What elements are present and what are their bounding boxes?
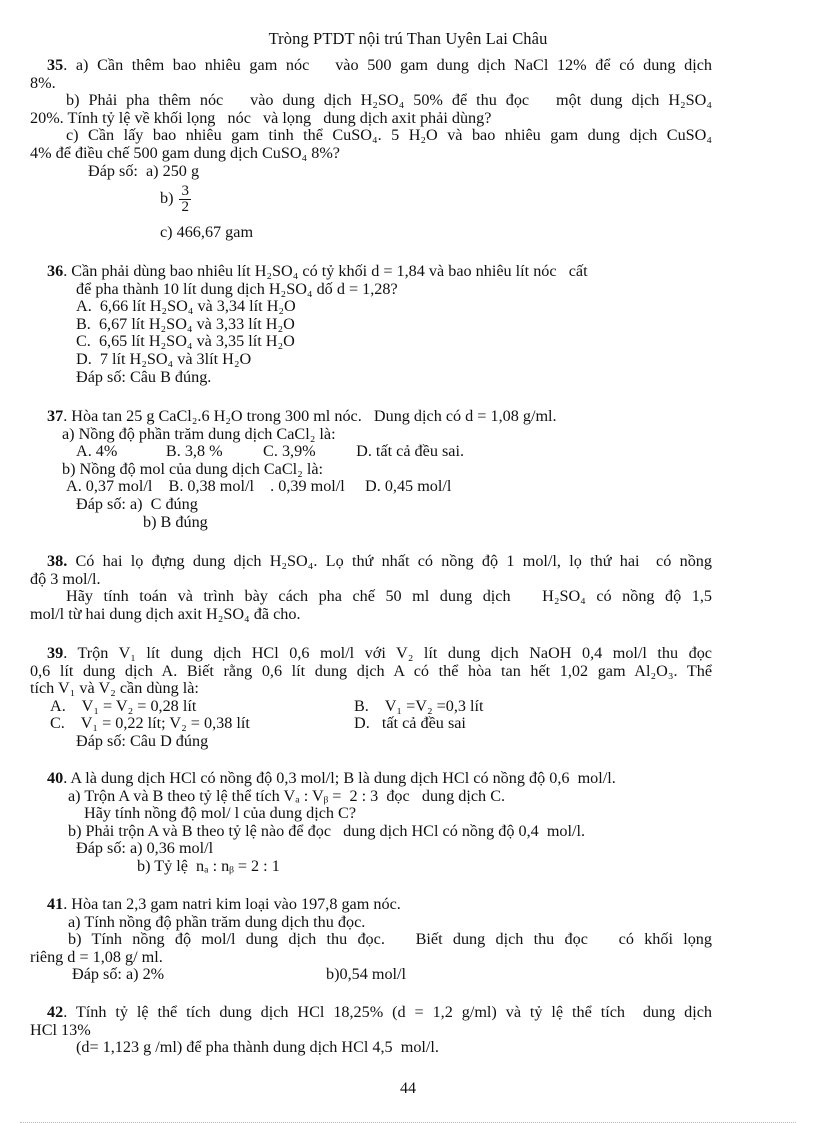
q42-line-2: HCl 13%	[30, 1020, 91, 1039]
q38-line-1: 38. Có hai lọ đựng dung dịch H₂SO₄. Lọ thứ nhất có nồng độ 1 mol/l, lọ thứ hai có nồng	[47, 552, 712, 570]
q40-part-b: b) Phải trộn A và B theo tỷ lệ nào để đọc dung dịch HCl có nồng độ 0,4 mol/l.	[68, 821, 586, 840]
q37-answer-b: b) B đúng	[143, 512, 208, 531]
q41-line-1: 41. Hòa tan 2,3 gam natri kim loại vào 197,8 gam nóc.	[47, 895, 401, 913]
q37-line-1: 37. Hòa tan 25 g CaCl₂.6 H₂O trong 300 ml nóc. Dung dịch có d = 1,08 g/ml.	[47, 407, 557, 425]
question-42	[30, 1004, 712, 1057]
q36-option-b: B. 6,67 lít H₂SO₄ và 3,33 lít H₂O	[76, 314, 295, 333]
q37-part-a: a) Nồng độ phần trăm dung dịch CaCl₂ là:	[62, 424, 336, 443]
q41-part-b-2: riêng d = 1,08 g/ ml.	[30, 947, 163, 966]
q39-options-cd: C. V₁ = 0,22 lít; V₂ = 0,38 lít D. tất cả đều sai	[50, 714, 466, 733]
page-header: Tròng PTDT nội trú Than Uyên Lai Châu	[268, 29, 548, 48]
q38-line-2: độ 3 mol/l.	[30, 569, 101, 588]
q39-line-1: 39. Trộn V₁ lít dung dịch HCl 0,6 mol/l với V₂ lít dung dịch NaOH 0,4 mol/l thu đọc	[47, 644, 712, 662]
q35-answer-a: Đáp số: a) 250 g	[88, 161, 200, 180]
q40-answer-b: b) Tỷ lệ nₐ : nᵦ = 2 : 1	[137, 856, 280, 875]
q35-line-b: b) Phải pha thêm nóc vào dung dịch H₂SO₄ 50% để thu đọc một dung dịch H₂SO₄	[66, 91, 712, 110]
question-41	[30, 896, 712, 984]
q36-option-d: D. 7 lít H₂SO₄ và 3lít H₂O	[76, 349, 252, 368]
page-number: 44	[400, 1080, 416, 1097]
q35-line-a: 35. a) Cần thêm bao nhiêu gam nóc vào 500 gam dung dịch NaCl 12% để có dung dịch	[47, 56, 712, 74]
question-38	[30, 553, 712, 623]
q40-line-1: 40. A là dung dịch HCl có nồng độ 0,3 mol/l; B là dung dịch HCl có nồng độ 0,6 mol/l.	[47, 769, 616, 787]
q41-answers: Đáp số: a) 2% b)0,54 mol/l	[72, 965, 407, 984]
q39-answer: Đáp số: Câu D đúng	[76, 731, 209, 750]
fraction: $\frac{3}{2}$	[181, 182, 189, 215]
q35-line-a2: 8%.	[30, 73, 56, 92]
question-40	[30, 770, 712, 876]
q35-answer-b: b) $\frac{3}{2}$	[160, 182, 189, 215]
q37-answer-a: Đáp số: a) C đúng	[76, 494, 198, 513]
question-36	[30, 263, 712, 386]
q39-line-2: 0,6 lít dung dịch A. Biết rằng 0,6 lít dung dịch A có thể hòa tan hết 1,02 gam Al₂O₃. Thể	[30, 661, 712, 680]
q36-option-a: A. 6,66 lít H₂SO₄ và 3,34 lít H₂O	[76, 297, 296, 316]
q37-part-b: b) Nồng độ mol của dung dịch CaCl₂ là:	[62, 459, 324, 478]
q35-answer-c: c) 466,67 gam	[160, 223, 254, 242]
q41-part-a: a) Tính nồng độ phần trăm dung dịch thu đọc.	[68, 912, 366, 931]
q38-line-3: Hãy tính toán và trình bày cách pha chế 50 ml dung dịch H₂SO₄ có nồng độ 1,5	[66, 587, 712, 606]
q36-answer: Đáp số: Câu B đúng.	[76, 367, 212, 386]
q35-line-b2: 20%. Tính tỷ lệ về khối lọng nóc và lọng dung dịch axit phải dùng?	[30, 108, 492, 127]
q39-line-3: tích V₁ và V₂ cần dùng là:	[30, 679, 199, 698]
q39-options-ab: A. V₁ = V₂ = 0,28 lít B. V₁ =V₂ =0,3 lít	[50, 696, 484, 715]
q40-part-a-2: Hãy tính nồng độ mol/ l của dung dịch C?	[84, 804, 357, 823]
q41-part-b: b) Tính nồng độ mol/l dung dịch thu đọc. Biết dung dịch thu đọc có khối lọng	[68, 930, 712, 949]
q36-line-2: để pha thành 10 lít dung dịch H₂SO₄ dố d = 1,28?	[76, 279, 398, 298]
q36-option-c: C. 6,65 lít H₂SO₄ và 3,35 lít H₂O	[76, 332, 295, 351]
q37-part-a-options: A. 4% B. 3,8 % C. 3,9% D. tất cả đều sai.	[76, 442, 465, 461]
q35-line-c2: 4% để điều chế 500 gam dung dịch CuSO₄ 8%?	[30, 143, 340, 162]
q42-line-1: 42. Tính tỷ lệ thể tích dung dịch HCl 18,25% (d = 1,2 g/ml) và tỷ lệ thể tích dung dịch	[47, 1003, 712, 1021]
q38-line-4: mol/l từ hai dung dịch axit H₂SO₄ đã cho.	[30, 604, 301, 623]
question-39	[30, 645, 712, 751]
q40-answer-a: Đáp số: a) 0,36 mol/l	[76, 839, 214, 858]
q42-line-3: (d= 1,123 g /ml) để pha thành dung dịch HCl 4,5 mol/l.	[76, 1038, 439, 1057]
question-35	[30, 57, 712, 242]
q35-line-c: c) Cần lấy bao nhiêu gam tinh thể CuSO₄. 5 H₂O và bao nhiêu gam dung dịch CuSO₄	[66, 126, 712, 145]
question-37	[30, 408, 712, 531]
q37-part-b-options: A. 0,37 mol/l B. 0,38 mol/l . 0,39 mol/l D. 0,45 mol/l	[66, 477, 452, 496]
q36-line-1: 36. Cần phải dùng bao nhiêu lít H₂SO₄ có tỷ khối d = 1,84 và bao nhiêu lít nóc cất	[47, 262, 588, 280]
q40-part-a: a) Trộn A và B theo tỷ lệ thể tích Vₐ : Vᵦ = 2 : 3 đọc dung dịch C.	[68, 786, 506, 805]
